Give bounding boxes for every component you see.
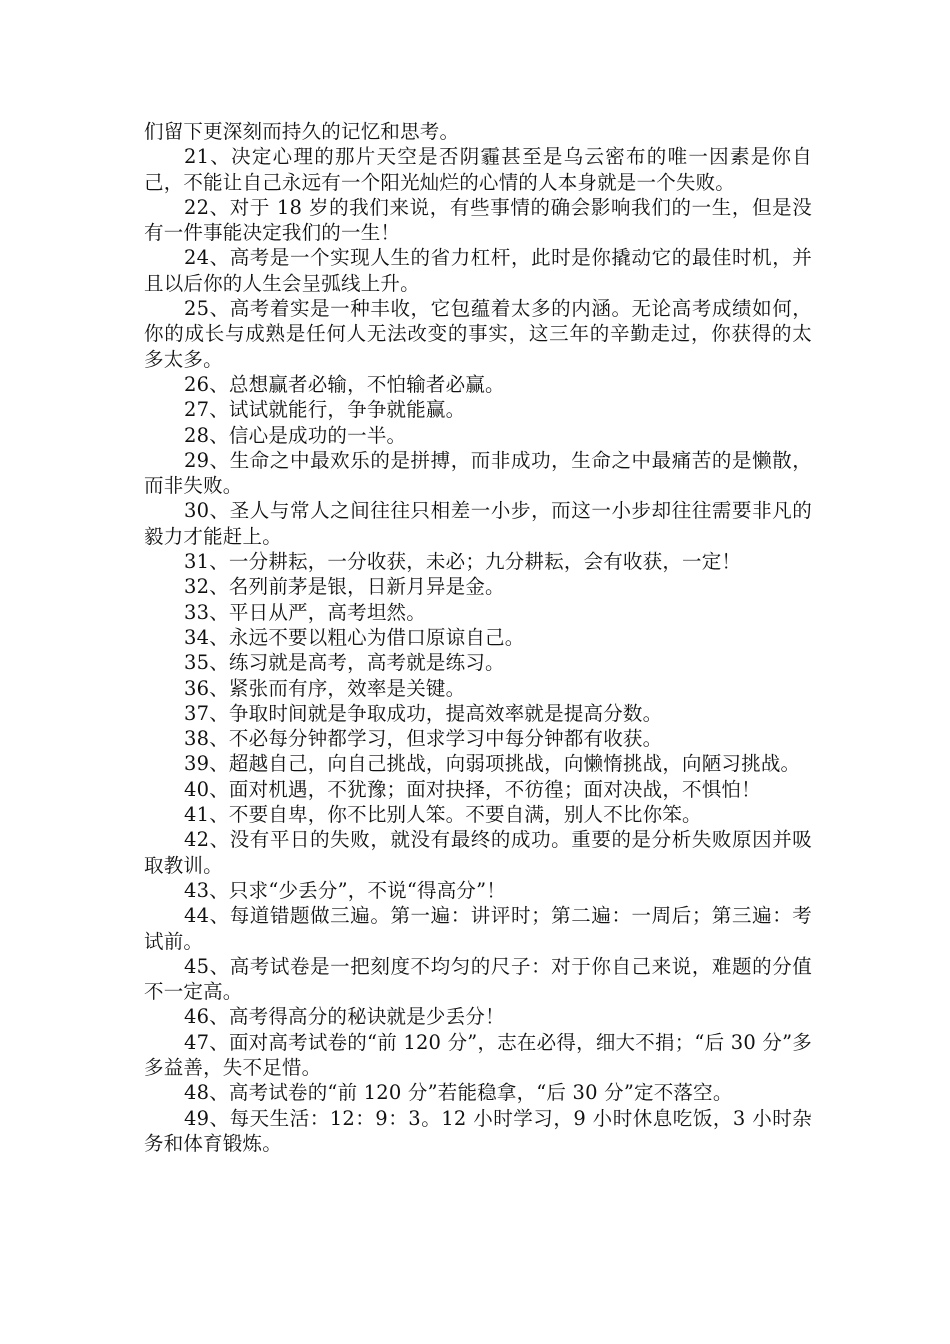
paragraph-continuation: 们留下更深刻而持久的记忆和思考。 xyxy=(144,120,460,143)
paragraph-37: 37、争取时间就是争取成功，提高效率就是提高分数。 xyxy=(184,701,663,725)
paragraph-35: 35、练习就是高考，高考就是练习。 xyxy=(184,651,505,675)
paragraph-25: 25、高考着实是一种丰收，它包蕴着太多的内涵。无论高考成绩如何，你的成长与成熟是任何人无法改变的事实，这三年的辛勤走过，你获得的太多太多。 xyxy=(144,297,812,371)
document-page xyxy=(144,119,812,1156)
paragraph-34: 34、永远不要以粗心为借口原谅自己。 xyxy=(184,625,525,649)
paragraph-32: 32、名列前茅是银，日新月异是金。 xyxy=(184,575,505,599)
paragraph-44: 44、每道错题做三遍。第一遍：讲评时；第二遍：一周后；第三遍：考试前。 xyxy=(144,904,812,953)
paragraph-31: 31、一分耕耘，一分收获，未必；九分耕耘，会有收获，一定！ xyxy=(184,550,742,574)
paragraph-21: 21、决定心理的那片天空是否阴霾甚至是乌云密布的唯一因素是你自己，不能让自己永远有一个阳光灿烂的心情的人本身就是一个失败。 xyxy=(144,145,812,194)
paragraph-45: 45、高考试卷是一把刻度不均匀的尺子：对于你自己来说，难题的分值不一定高。 xyxy=(144,954,812,1004)
paragraph-29: 29、生命之中最欢乐的是拼搏，而非成功，生命之中最痛苦的是懒散，而非失败。 xyxy=(144,448,812,498)
paragraph-48: 48、高考试卷的“前 120 分”若能稳拿，“后 30 分”定不落空。 xyxy=(184,1081,733,1105)
paragraph-27: 27、试试就能行，争争就能赢。 xyxy=(184,398,466,422)
paragraph-40: 40、面对机遇，不犹豫；面对抉择，不彷徨；面对决战，不惧怕！ xyxy=(184,777,761,801)
paragraph-36: 36、紧张而有序，效率是关键。 xyxy=(184,676,466,700)
paragraph-46: 46、高考得高分的秘诀就是少丢分！ xyxy=(184,1005,505,1029)
paragraph-28: 28、信心是成功的一半。 xyxy=(184,423,407,447)
paragraph-33: 33、平日从严，高考坦然。 xyxy=(184,600,426,624)
paragraph-41: 41、不要自卑，你不比别人笨。不要自满，别人不比你笨。 xyxy=(184,803,702,827)
paragraph-22: 22、对于 18 岁的我们来说，有些事情的确会影响我们的一生，但是没有一件事能决定我们的一生！ xyxy=(144,195,812,245)
paragraph-39: 39、超越自己，向自己挑战，向弱项挑战，向懒惰挑战，向陋习挑战。 xyxy=(184,752,801,776)
paragraph-42: 42、没有平日的失败，就没有最终的成功。重要的是分析失败原因并吸取教训。 xyxy=(144,828,812,877)
paragraph-43: 43、只求“少丢分”，不说“得高分”！ xyxy=(184,878,506,902)
paragraph-49: 49、每天生活：12：9：3。12 小时学习，9 小时休息吃饭，3 小时杂务和体育锻炼。 xyxy=(144,1106,812,1155)
paragraph-38: 38、不必每分钟都学习，但求学习中每分钟都有收获。 xyxy=(184,727,663,751)
paragraph-47: 47、面对高考试卷的“前 120 分”，志在必得，细大不捐；“后 30 分”多多益善，失不足惜。 xyxy=(144,1030,812,1079)
paragraph-30: 30、圣人与常人之间往往只相差一小步，而这一小步却往往需要非凡的毅力才能赶上。 xyxy=(144,499,812,548)
paragraph-24: 24、高考是一个实现人生的省力杠杆，此时是你撬动它的最佳时机，并且以后你的人生会呈弧线上升。 xyxy=(144,246,812,295)
paragraph-26: 26、总想赢者必输，不怕输者必赢。 xyxy=(184,372,505,396)
